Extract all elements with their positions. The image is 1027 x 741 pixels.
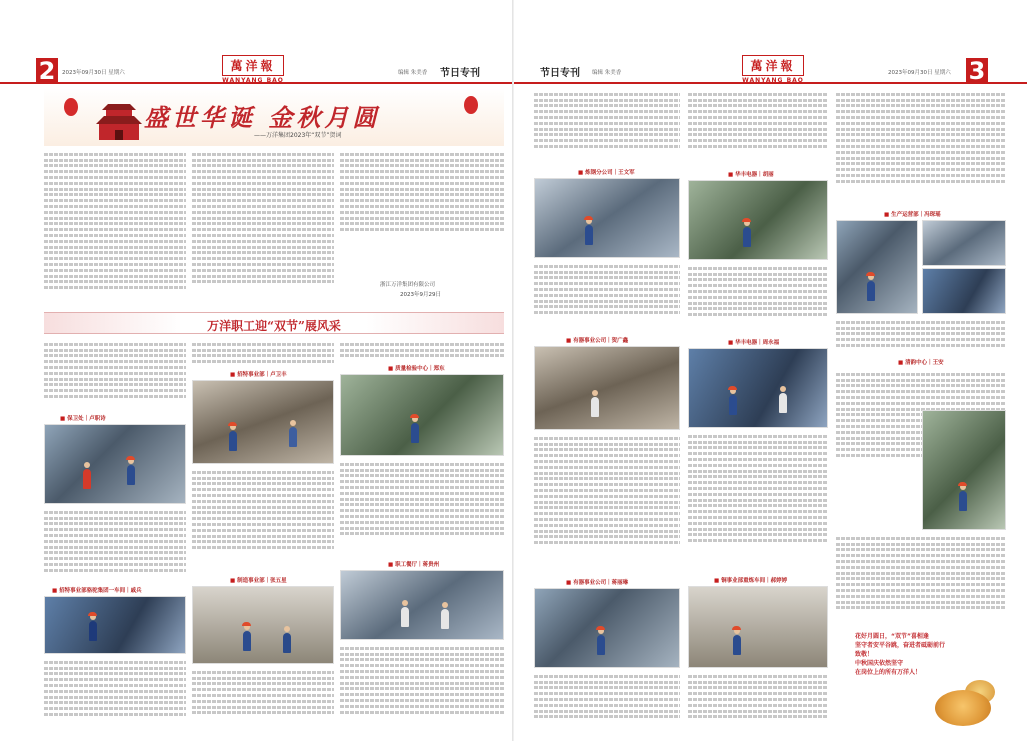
greeting-column-3 — [340, 150, 504, 270]
date-line: 2023年09月30日 星期六 — [62, 70, 125, 76]
photo-caption: ■ 华丰电器｜周永福 — [728, 338, 779, 346]
closing-line: 致敬！ — [855, 651, 874, 658]
worker-photo — [534, 346, 680, 430]
tiananmen-gate-icon — [94, 102, 144, 142]
right-page — [514, 0, 1027, 741]
greeting-column-1 — [44, 150, 186, 310]
banner-subtitle: ——万洋集团2023年“双节”贺词 — [254, 132, 342, 139]
greeting-date: 2023年9月29日 — [400, 292, 441, 298]
logo-cn-text: 萬洋報 — [742, 55, 804, 76]
article-text — [192, 468, 334, 572]
closing-line: 中秋国庆依然坚守 — [855, 660, 904, 667]
photo-caption: ■ 保卫处｜卢职诗 — [60, 414, 106, 422]
closing-line: 在岗位上的所有万洋人！ — [855, 669, 922, 676]
worker-photo — [340, 570, 504, 640]
editor-line: 编辑 朱美香 — [398, 70, 428, 76]
worker-photo — [44, 424, 186, 504]
article-text — [688, 672, 828, 738]
editor-line: 编辑 朱美香 — [592, 70, 622, 76]
article-text — [688, 90, 828, 162]
greeting-signature: 浙江万洋集团有限公司 — [380, 282, 436, 288]
photo-caption: ■ 招特事业部｜卢卫丰 — [230, 370, 287, 378]
worker-photo — [922, 410, 1006, 530]
banner-title: 盛世华诞 金秋月圆 — [144, 103, 381, 132]
date-line: 2023年09月30日 星期六 — [888, 70, 951, 76]
article-text — [534, 90, 680, 162]
photo-caption: ■ 炼钢分公司｜王文军 — [578, 168, 635, 176]
worker-photo — [688, 348, 828, 428]
header-rule — [0, 52, 513, 84]
worker-photo — [836, 220, 918, 314]
lantern-icon — [464, 96, 478, 114]
header-rule — [514, 52, 1027, 84]
logo-en-text: WANYANG BAO — [742, 77, 804, 84]
article-intro — [44, 340, 186, 406]
page-number: 2 — [36, 58, 58, 84]
article-text — [44, 508, 186, 588]
article-text — [534, 262, 680, 332]
article-text — [44, 658, 186, 738]
greeting-column-2 — [192, 150, 334, 310]
photo-caption: ■ 清韵中心｜王安 — [898, 358, 944, 366]
photo-caption: ■ 铜事业部重炼车间｜郝婷婷 — [714, 576, 787, 584]
photo-caption: ■ 质量检验中心｜郑东 — [388, 364, 445, 372]
photo-caption: ■ 招特事业部骆驼集团一车间｜戚兵 — [52, 586, 142, 594]
closing-greeting — [855, 632, 1005, 732]
article-text — [688, 432, 828, 572]
article-text — [836, 318, 1006, 358]
worker-photo — [340, 374, 504, 456]
article-text — [192, 340, 334, 370]
holiday-banner — [44, 88, 504, 146]
worker-photo — [192, 380, 334, 464]
article-text — [836, 534, 1006, 630]
worker-photo — [534, 588, 680, 668]
section-banner-title: 万洋职工迎“双节”展风采 — [207, 319, 341, 333]
closing-line: 坚守者安平谷跳，奋进者砥砺前行 — [855, 642, 946, 649]
worker-photo — [534, 178, 680, 258]
closing-line: 花好月圆日，“双节”喜相逢 — [855, 633, 929, 640]
article-text — [192, 668, 334, 738]
photo-caption: ■ 生产运营部｜冯琛瑶 — [884, 210, 941, 218]
photo-caption: ■ 有器事业公司｜贺广鑫 — [566, 336, 628, 344]
article-text — [688, 264, 828, 334]
logo-cn-text: 萬洋報 — [222, 55, 284, 76]
worker-photo — [922, 220, 1006, 266]
worker-photo — [688, 586, 828, 668]
photo-caption: ■ 有器事业公司｜蒋丽琳 — [566, 578, 628, 586]
photo-caption: ■ 制造事业部｜张五星 — [230, 576, 287, 584]
article-text — [534, 434, 680, 574]
article-text — [534, 672, 680, 738]
section-title: 节日专刊 — [440, 68, 480, 79]
article-text — [836, 90, 1006, 210]
page-number: 3 — [966, 58, 988, 84]
worker-photo — [44, 596, 186, 654]
section-banner — [44, 312, 504, 334]
worker-photo — [922, 268, 1006, 314]
section-title: 节日专刊 — [540, 68, 580, 79]
photo-caption: ■ 职工餐厅｜蒋贵州 — [388, 560, 439, 568]
left-page — [0, 0, 513, 741]
logo-en-text: WANYANG BAO — [222, 77, 284, 84]
article-text — [340, 644, 504, 738]
article-text — [340, 460, 504, 556]
photo-caption: ■ 华丰电器｜胡丽 — [728, 170, 774, 178]
article-text — [340, 340, 504, 364]
worker-photo — [192, 586, 334, 664]
worker-photo — [688, 180, 828, 260]
lantern-icon — [64, 98, 78, 116]
mooncake-icon — [935, 690, 991, 726]
